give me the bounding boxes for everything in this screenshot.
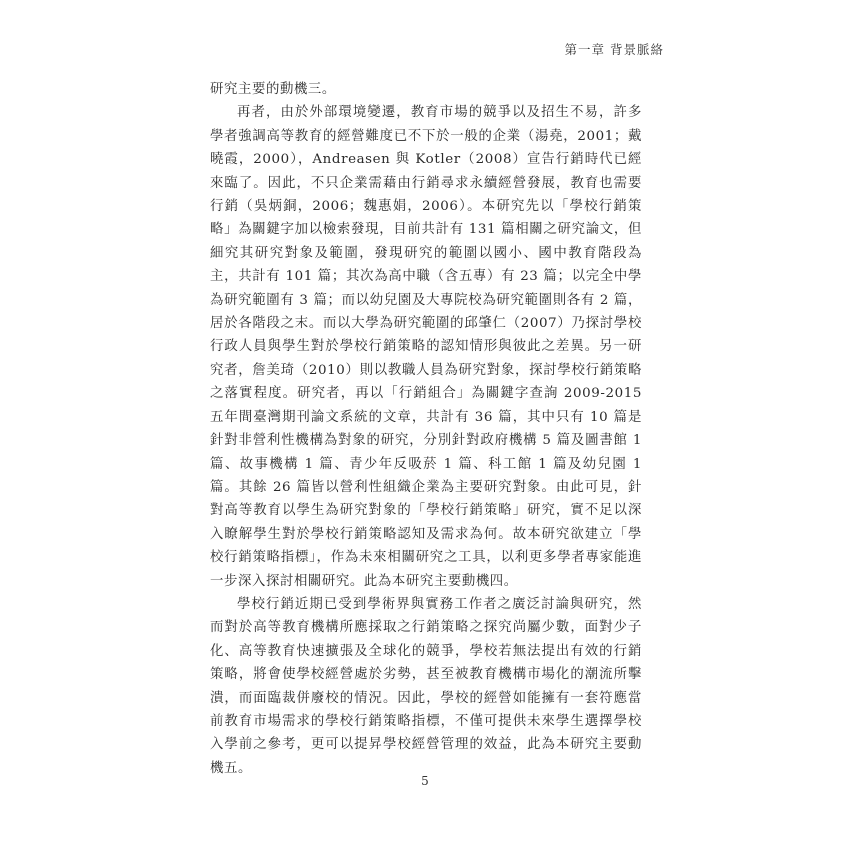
running-header: 第一章 背景脈絡 — [564, 42, 664, 57]
paragraph-motivation-four: 再者，由於外部環境變遷，教育市場的競爭以及招生不易，許多學者強調高等教育的經營難度已不下於一般的企業（湯堯，2001；戴曉霞，2000），Andreasen 與 Kotler（2008）宣告行銷時代已經來臨了。因此，不只企業需藉由行銷尋求永續經營發展，教育也需要行銷（吳炳銅，2006；魏惠娟，2006）。本研究先以「學校行銷策略」為關鍵字加以檢索發現，目前共計有 131 篇相關之研究論文，但細究其研究對象及範圍，發現研究的範圍以國小、國中教育階段為主，共計有 101 篇；其次為高中職（含五專）有 23 篇；以完全中學為研究範圍有 3 篇；而以幼兒園及大專院校為研究範圍則各有 2 篇，居於各階段之末。而以大學為研究範圍的邱肇仁（2007）乃探討學校行政人員與學生對於學校行銷策略的認知情形與彼此之差異。另一研究者，詹美琦（2010）則以教職人員為研究對象，探討學校行銷策略之落實程度。研究者，再以「行銷組合」為關鍵字查詢 2009-2015 五年間臺灣期刊論文系統的文章，共計有 36 篇，其中只有 10 篇是針對非營利性機構為對象的研究，分別針對政府機構 5 篇及圖書館 1 篇、故事機構 1 篇、青少年反吸菸 1 篇、科工館 1 篇及幼兒園 1 篇。其餘 26 篇皆以營利性組織企業為主要研究對象。由此可見，針對高等教育以學生為研究對象的「學校行銷策略」研究，實不足以深入瞭解學生對於學校行銷策略認知及需求為何。故本研究欲建立「學校行銷策略指標」，作為未來相關研究之工具，以利更多學者專家能進一步深入探討相關研究。此為本研究主要動機四。 — [210, 105, 642, 589]
paragraph-motivation-five: 學校行銷近期已受到學術界與實務工作者之廣泛討論與研究，然而對於高等教育機構所應採取之行銷策略之探究尚屬少數，面對少子化、高等教育快速擴張及全球化的競爭，學校若無法提出有效的行銷策略，將會使學校經營處於劣勢，甚至被教育機構市場化的潮流所擊潰，而面臨裁併廢校的情況。因此，學校的經營如能擁有一套符應當前教育市場需求的學校行銷策略指標，不僅可提供未來學生選擇學校入學前之參考，更可以提昇學校經營管理的效益，此為本研究主要動機五。 — [210, 596, 642, 776]
paragraph-continuation: 研究主要的動機三。 — [210, 82, 336, 97]
body-text — [210, 78, 642, 780]
page-number: 5 — [421, 774, 429, 788]
